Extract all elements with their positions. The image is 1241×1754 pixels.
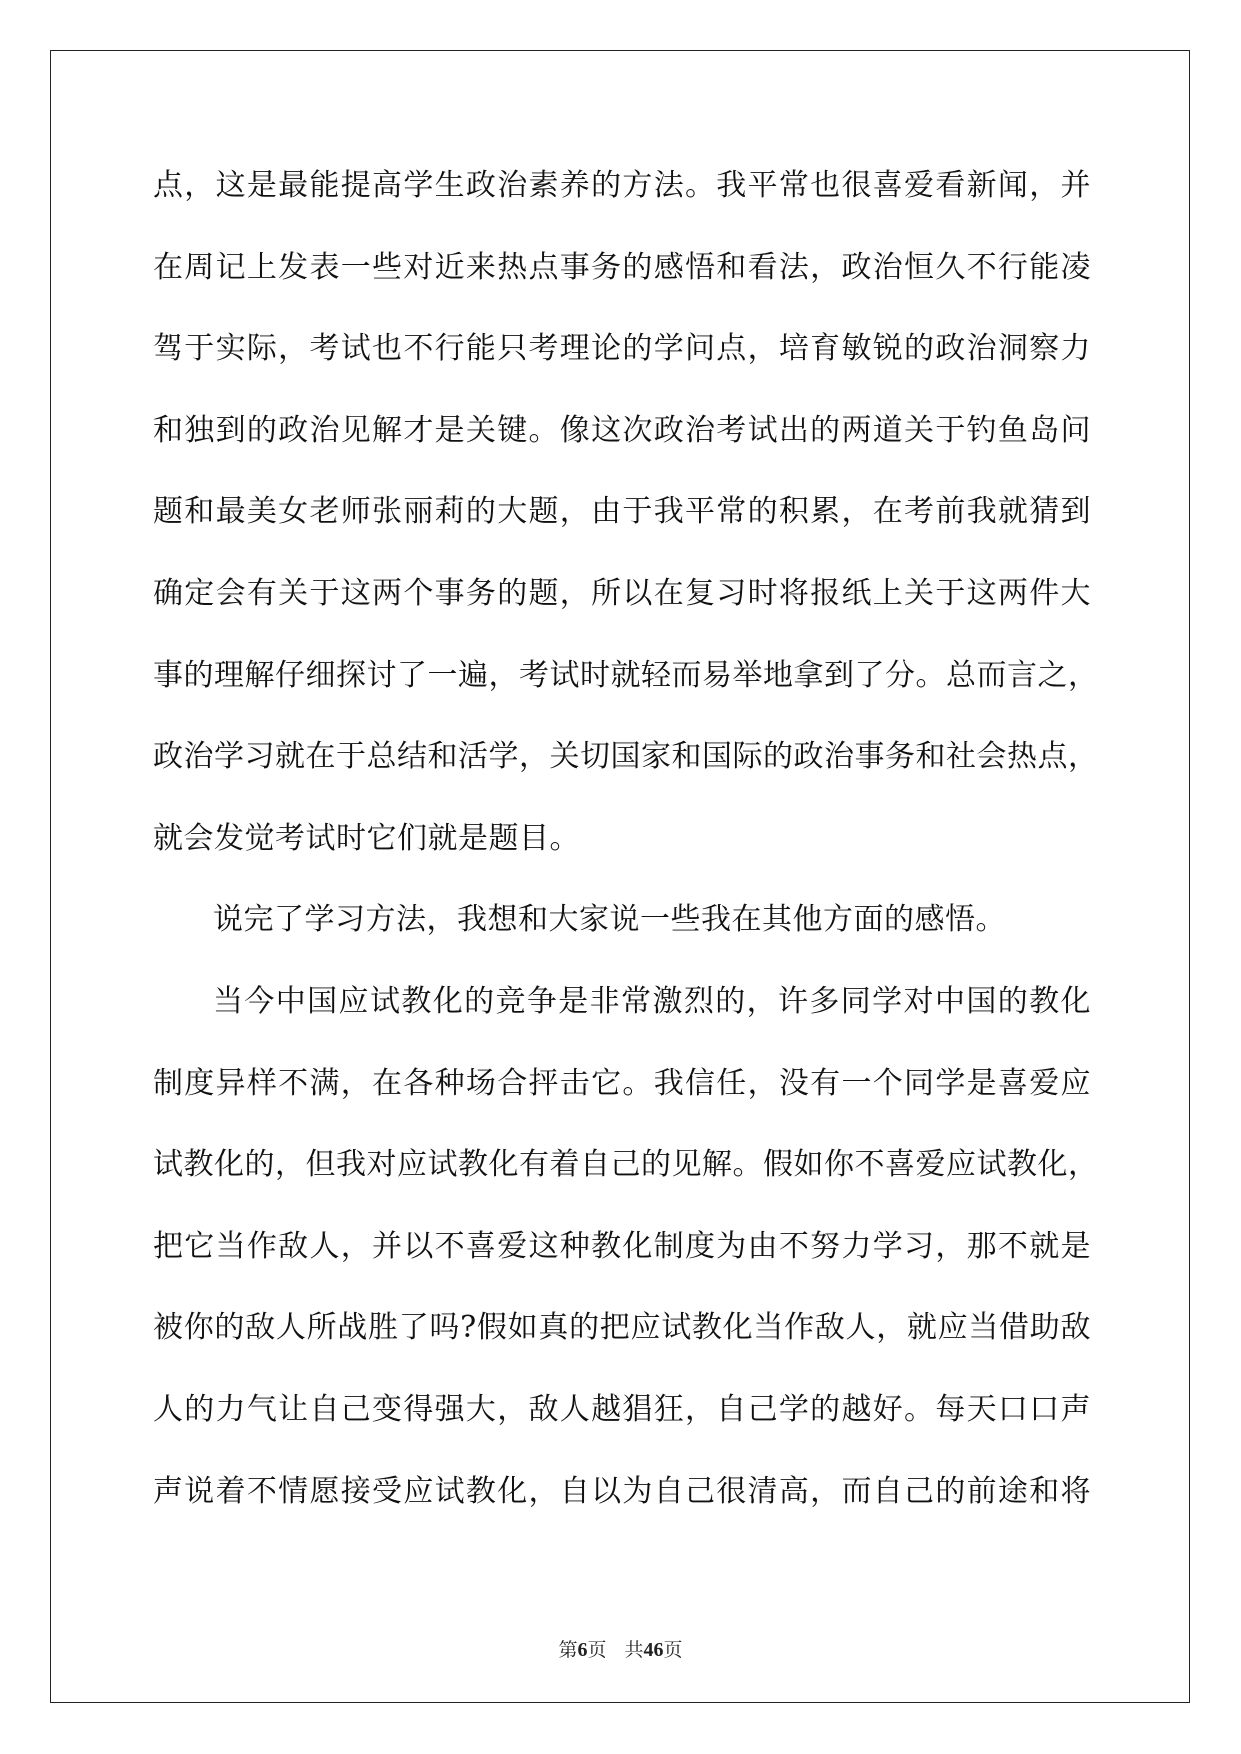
text-line: 和独到的政治见解才是关键。像这次政治考试出的两道关于钓鱼岛问 xyxy=(153,412,1091,448)
page-prefix: 第 xyxy=(558,1639,578,1661)
text-line: 被你的敌人所战胜了吗?假如真的把应试教化当作敌人，就应当借助敌 xyxy=(153,1310,1091,1346)
page-footer xyxy=(0,1635,1241,1662)
document-body xyxy=(153,164,1099,1551)
text-line: 政治学习就在于总结和活学，关切国家和国际的政治事务和社会热点， xyxy=(153,739,1099,775)
text-line: 说完了学习方法，我想和大家说一些我在其他方面的感悟。 xyxy=(213,902,1006,938)
text-line: 事的理解仔细探讨了一遍，考试时就轻而易举地拿到了分。总而言之， xyxy=(153,657,1099,693)
text-line: 声说着不情愿接受应试教化，自以为自己很清高，而自己的前途和将 xyxy=(153,1473,1091,1509)
text-line: 就会发觉考试时它们就是题目。 xyxy=(153,820,580,856)
text-line: 人的力气让自己变得强大，敌人越猖狂，自己学的越好。每天口口声 xyxy=(153,1391,1091,1427)
text-line: 题和最美女老师张丽莉的大题，由于我平常的积累，在考前我就猜到 xyxy=(153,494,1091,530)
text-line: 把它当作敌人，并以不喜爱这种教化制度为由不努力学习，那不就是 xyxy=(153,1228,1091,1264)
page-suffix: 页 xyxy=(587,1639,607,1661)
page-current: 6 xyxy=(577,1639,588,1661)
text-line: 在周记上发表一些对近来热点事务的感悟和看法，政治恒久不行能凌 xyxy=(153,249,1091,285)
text-line: 驾于实际，考试也不行能只考理论的学问点，培育敏锐的政治洞察力 xyxy=(153,331,1091,367)
page-total: 46 xyxy=(643,1639,664,1661)
text-line: 制度异样不满，在各种场合抨击它。我信任，没有一个同学是喜爱应 xyxy=(153,1065,1091,1101)
text-line: 当今中国应试教化的竞争是非常激烈的，许多同学对中国的教化 xyxy=(213,983,1091,1019)
text-line: 点，这是最能提高学生政治素养的方法。我平常也很喜爱看新闻，并 xyxy=(153,168,1091,203)
total-prefix: 共 xyxy=(624,1639,644,1661)
text-line: 确定会有关于这两个事务的题，所以在复习时将报纸上关于这两件大 xyxy=(153,575,1091,611)
total-suffix: 页 xyxy=(663,1639,683,1661)
text-line: 试教化的，但我对应试教化有着自己的见解。假如你不喜爱应试教化， xyxy=(153,1147,1099,1183)
